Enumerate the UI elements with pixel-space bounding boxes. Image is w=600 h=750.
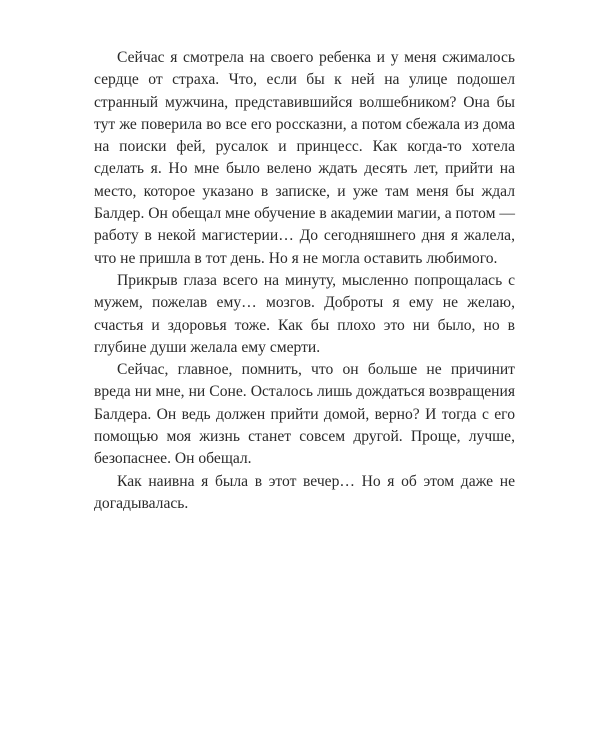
paragraph: Как наивна я была в этот вечер… Но я об этом даже не догадывалась. <box>94 472 515 512</box>
paragraph: Прикрыв глаза всего на минуту, мысленно попрощалась с мужем, пожелав ему… мозгов. Доброты я ему не желаю, счастья и здоровья тоже. Как бы плохо это ни было, но в глубине души желала ему смерти. <box>94 271 515 356</box>
paragraph: Сейчас я смотрела на своего ребенка и у меня сжималось сердце от страха. Что, если бы к ней на улице подошел странный мужчина, представившийся волшебником? Она бы тут же поверила во все его россказни, а потом сбежала из дома на поиски фей, русалок и принцесс. Как когда-то хотела сделать я. Но мне было велено ждать десять лет, прийти на место, которое указано в записке, и уже там меня бы ждал Балдер. Он обещал мне обучение в академии магии, а потом — работу в некой магистерии… До сегодняшнего дня я жалела, что не пришла в тот день. Но я не могла оставить любимого. <box>94 49 515 267</box>
body-text <box>94 47 515 515</box>
paragraph: Сейчас, главное, помнить, что он больше не причинит вреда ни мне, ни Соне. Осталось лишь дождаться возвращения Балдера. Он ведь должен прийти домой, верно? И тогда с его помощью моя жизнь станет совсем другой. Проще, лучше, безопаснее. Он обещал. <box>94 361 515 468</box>
